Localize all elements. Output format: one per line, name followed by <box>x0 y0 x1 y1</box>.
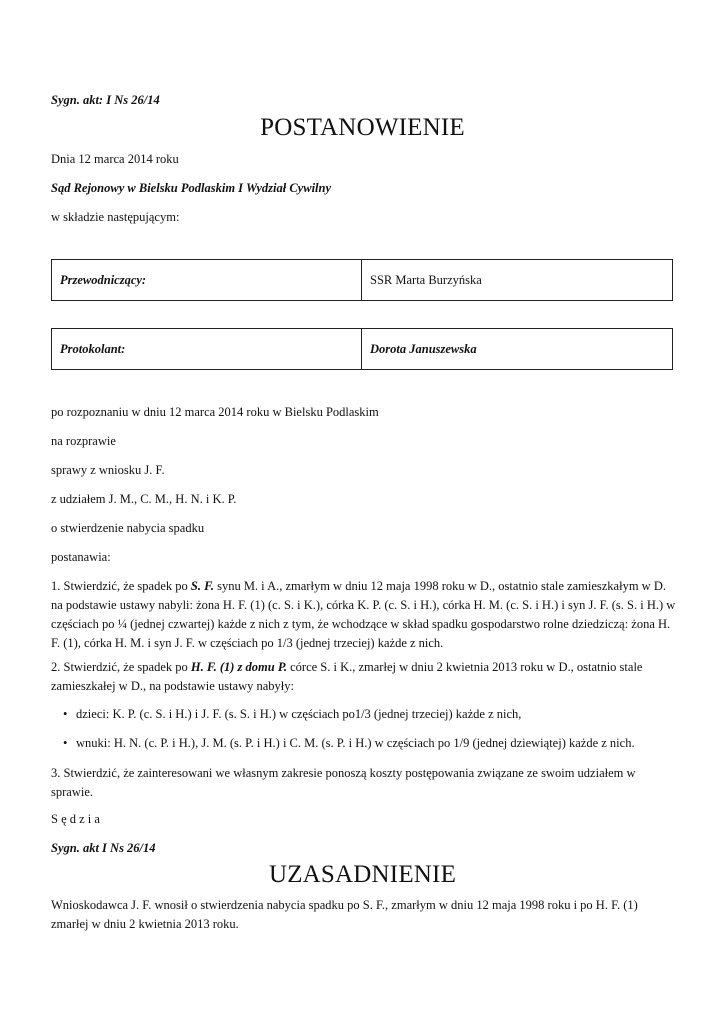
presiding-name: SSR Marta Burzyńska <box>370 272 482 287</box>
presiding-label: Przewodniczący: <box>52 260 362 300</box>
proceedings-line-6: postanawia: <box>51 550 111 564</box>
ruling-2-prefix: 2. Stwierdzić, że spadek po <box>51 660 191 674</box>
heirs-grandchildren-item: • wnuki: H. N. (c. P. i H.), J. M. (s. P. i H.) i C. M. (s. P. i H.) w częściach po 1/9 (jednej dziewiątej) każde z nich. <box>51 734 676 753</box>
ruling-1-text: synu M. i A., zmarłym w dniu 12 maja 1998 roku w D., ostatnio stale zamieszkałym w D. na podstawie ustawy nabyli: żona H. F. (1) (c. S. i K.), córka K. P. (c. S. i H.), córka H. M. (c. S. i H.) i syn J. F. (s. S. i H.) w częściach po ¼ (jednej czwartej) każde z nich z tym, że wchodzące w skład spadku gospodarstwo rolne dziedziczą: żona H. F. (1), córka H. M. i syn J. F. w częściach po 1/3 (jednej trzeciej) każde z nich. <box>51 579 676 650</box>
clerk-row <box>51 328 673 370</box>
ruling-paragraph-3: 3. Stwierdzić, że zainteresowani we własnym zakresie ponoszą koszty postępowania związane ze swoim udziałem w sprawie. <box>51 766 636 799</box>
proceedings-line-4: z udziałem J. M., C. M., H. N. i K. P. <box>51 492 237 506</box>
composition-line: w składzie następującym: <box>51 210 180 224</box>
heirs-children-item: • dzieci: K. P. (c. S. i H.) i J. F. (s. S. i H.) w częściach po1/3 (jednej trzeciej) każde z nich, <box>51 705 676 724</box>
justification-text: Wnioskodawca J. F. wnosił o stwierdzenia nabycia spadku po S. F., zmarłym w dniu 12 maja 1998 roku i po H. F. (1) zmarłej w dniu 2 kwietnia 2013 roku. <box>51 898 638 931</box>
heirs-list-1 <box>51 705 676 724</box>
justification-title: UZASADNIENIE <box>268 861 457 888</box>
decedent-name-2: H. F. (1) z domu P. <box>190 660 287 674</box>
ruling-paragraph-1 <box>51 577 676 653</box>
ruling-2-text: córce S. i K., zmarłej w dniu 2 kwietnia 2013 roku w D., ostatnio stale zamieszkałej w D., na podstawie ustawy nabyły: <box>51 660 643 693</box>
heirs-list-2 <box>51 734 676 753</box>
proceedings-line-1: po rozpoznaniu w dniu 12 marca 2014 roku w Bielsku Podlaskim <box>51 405 379 419</box>
ruling-1-prefix: 1. Stwierdzić, że spadek po <box>51 579 191 593</box>
proceedings-line-3: sprawy z wniosku J. F. <box>51 463 165 477</box>
ruling-paragraph-2 <box>51 658 676 696</box>
proceedings-line-5: o stwierdzenie nabycia spadku <box>51 521 205 535</box>
court-name: Sąd Rejonowy w Bielsku Podlaskim I Wydział Cywilny <box>51 181 332 195</box>
ruling-date: Dnia 12 marca 2014 roku <box>51 152 179 166</box>
decedent-name-1: S. F. <box>190 579 214 593</box>
case-signature-bottom: Sygn. akt I Ns 26/14 <box>51 841 156 855</box>
document-title: POSTANOWIENIE <box>260 114 465 141</box>
presiding-judge-row <box>51 259 673 301</box>
clerk-label: Protokolant: <box>52 329 362 369</box>
judge-signature: S ę d z i a <box>51 812 100 826</box>
clerk-name: Dorota Januszewska <box>370 341 477 356</box>
proceedings-line-2: na rozprawie <box>51 434 116 448</box>
case-signature-top: Sygn. akt: I Ns 26/14 <box>51 93 160 107</box>
